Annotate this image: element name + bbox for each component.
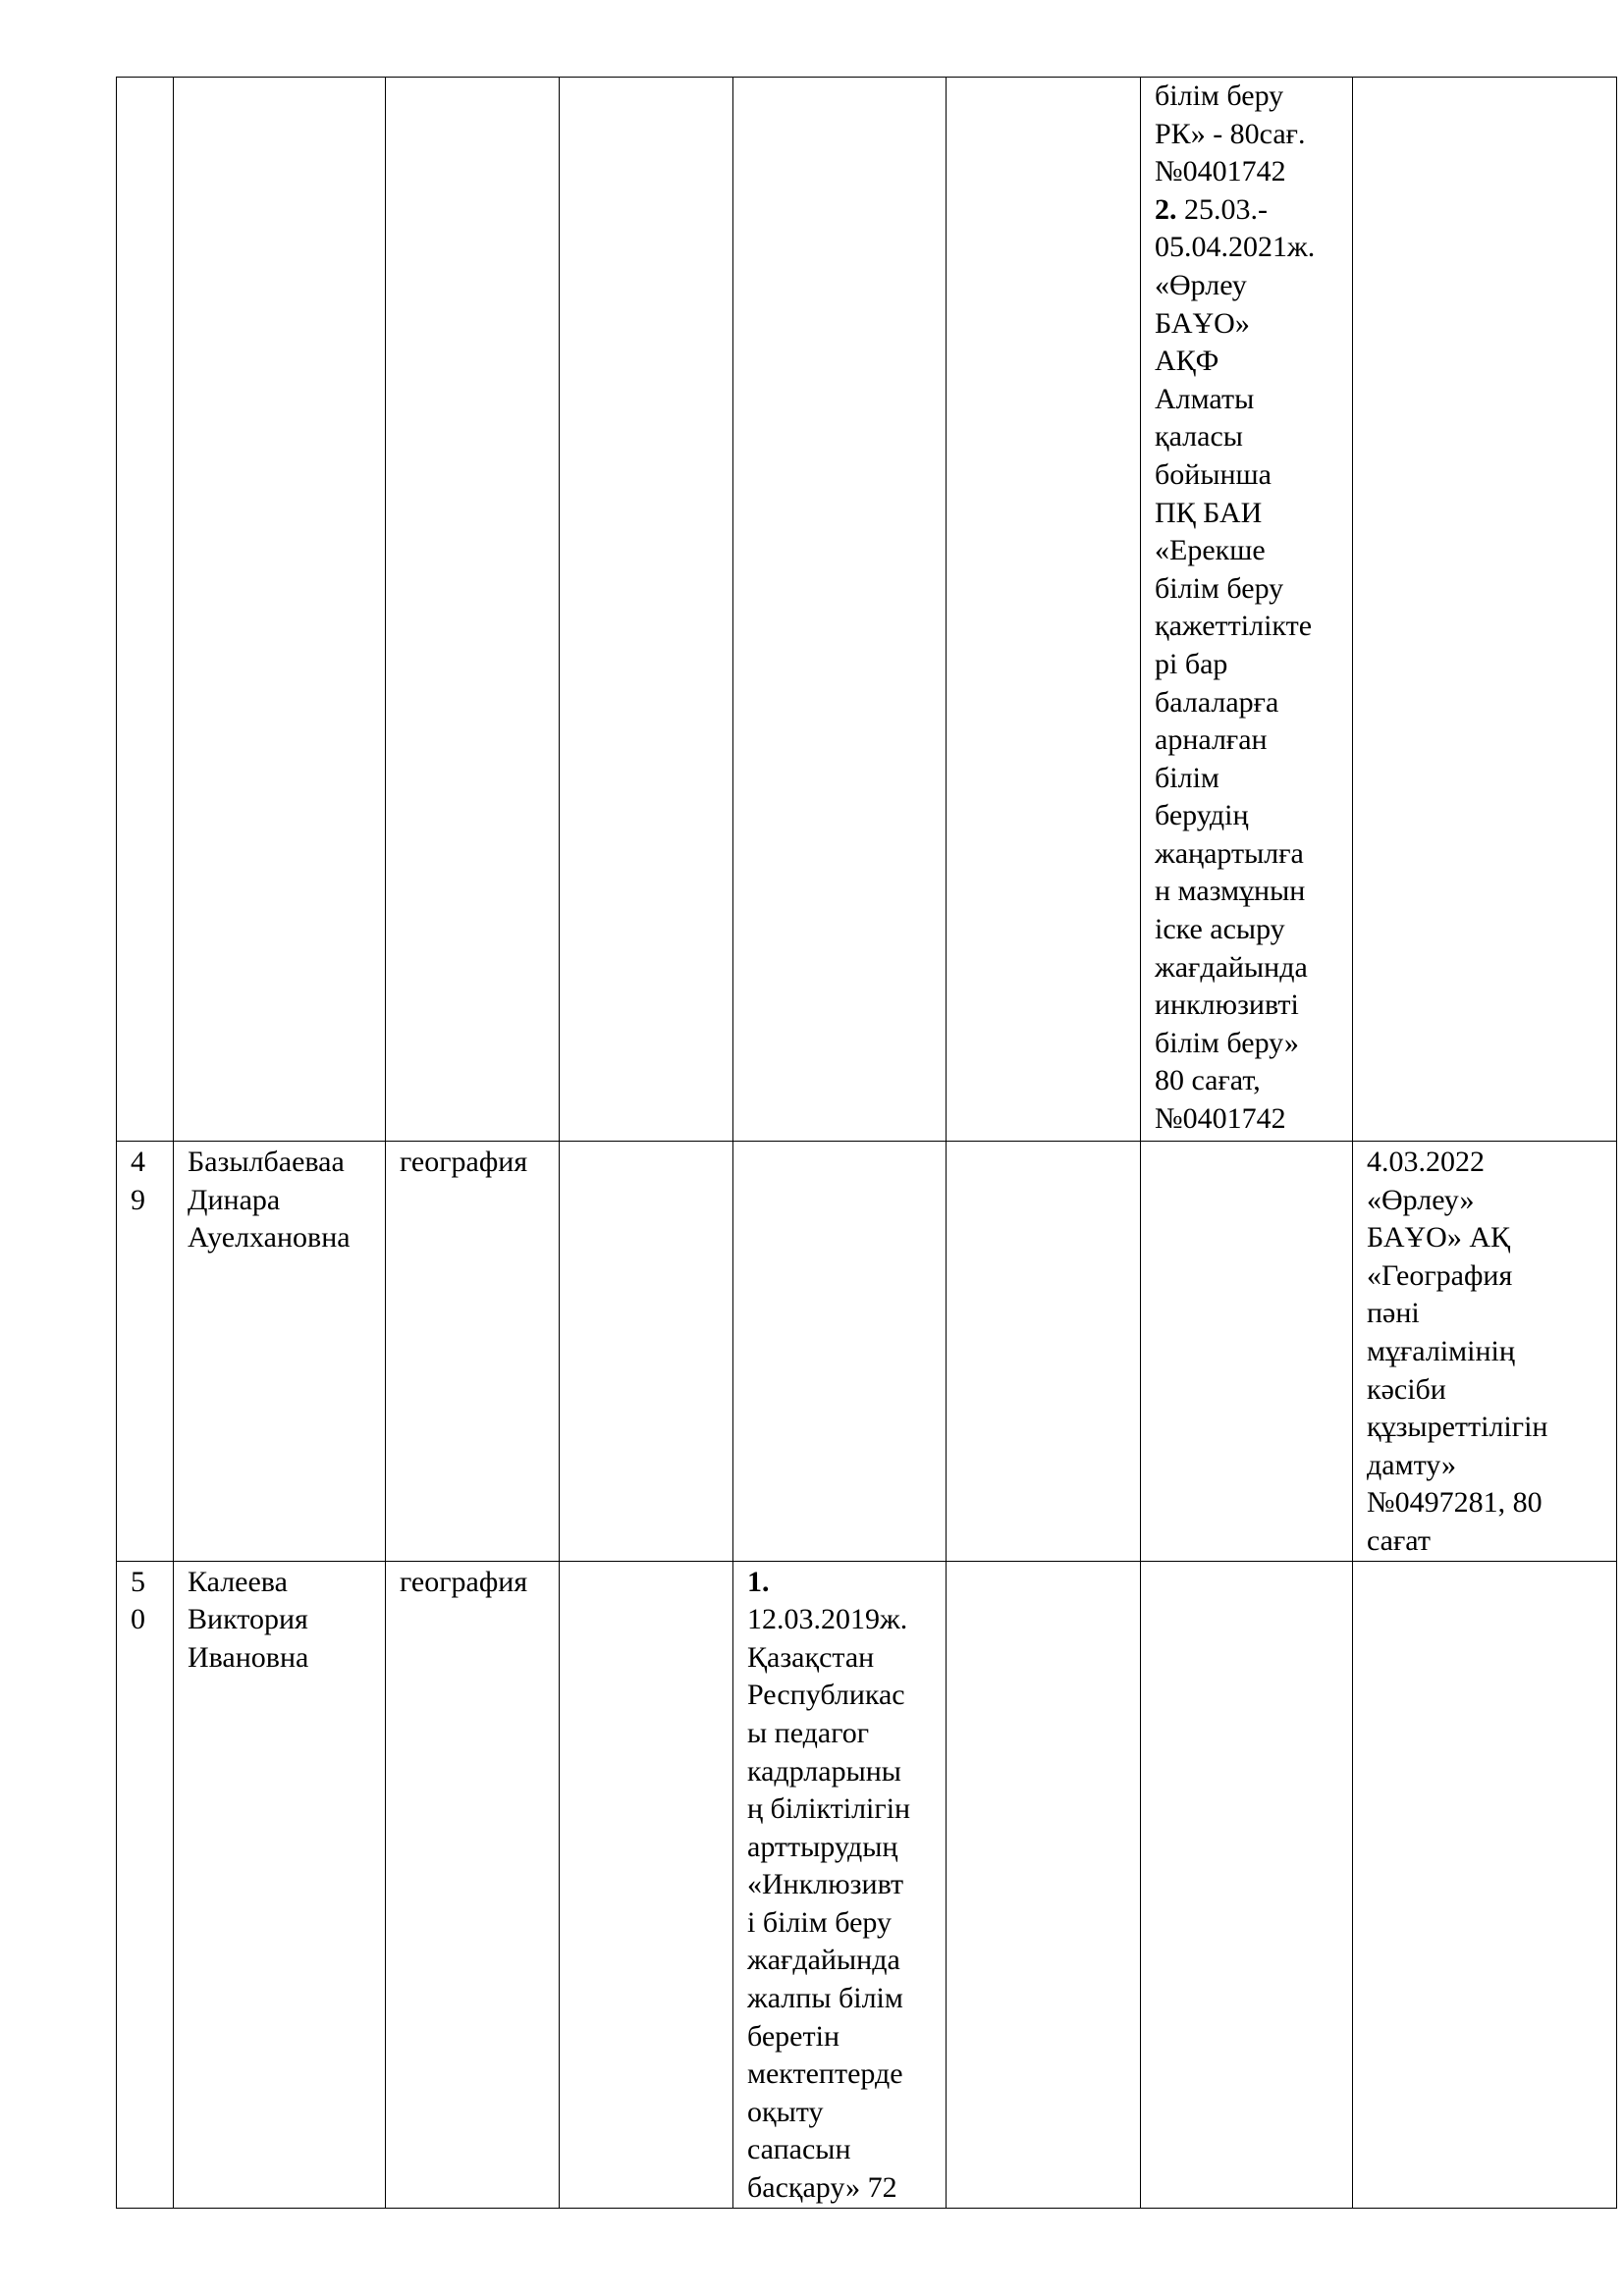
row-number-cell: 4 9	[117, 1142, 174, 1562]
column-6-cell	[947, 1561, 1141, 2208]
course-entry-text: білім беру РК» - 80сағ. №0401742	[1155, 80, 1306, 188]
column-7-cell	[1141, 1561, 1353, 2208]
course-entry-number: 1.	[747, 1565, 770, 1598]
table-row	[117, 1142, 1617, 1562]
subject-cell	[386, 78, 560, 1142]
column-4-cell	[560, 78, 733, 1142]
column-5-cell	[733, 1561, 947, 2208]
table-row	[117, 78, 1617, 1142]
course-entry-number: 2.	[1155, 192, 1177, 226]
column-5-cell	[733, 1142, 947, 1562]
column-6-cell	[947, 78, 1141, 1142]
column-8-cell: 4.03.2022 «Өрлеу» БАҰО» АҚ «География пәні мұғалімінің кәсіби құзыреттілігін дамту» №0497281, 80 сағат	[1353, 1142, 1617, 1562]
teacher-name-cell: Базылбаеваа Динара Ауелхановна	[174, 1142, 386, 1562]
column-6-cell	[947, 1142, 1141, 1562]
course-entry-text: 12.03.2019ж. Қазақстан Республикас ы педагог кадрларыны ң біліктілігін арттырудың «Инклюзивт і білім беру жағдайында жалпы білім беретін мектептерде оқыту сапасын басқару» 72	[747, 1603, 911, 2205]
column-5-cell	[733, 78, 947, 1142]
table-row	[117, 1561, 1617, 2208]
column-4-cell	[560, 1142, 733, 1562]
qualification-table	[116, 77, 1617, 2209]
teacher-name-cell: Калеева Виктория Ивановна	[174, 1561, 386, 2208]
column-7-cell	[1141, 1142, 1353, 1562]
row-number-cell	[117, 78, 174, 1142]
column-8-cell	[1353, 78, 1617, 1142]
column-7-cell	[1141, 78, 1353, 1142]
teacher-name-cell	[174, 78, 386, 1142]
subject-cell: география	[386, 1561, 560, 2208]
course-entry-text: 25.03.- 05.04.2021ж. «Өрлеу БАҰО» АҚФ Алматы қаласы бойынша ПҚ БАИ «Ерекше білім беру қажеттілікте рі бар балаларға арналған білім берудің жаңартылға н мазмұнын іске асыру жағдайында инклюзивті білім беру» 80 сағат, №0401742	[1155, 192, 1316, 1136]
row-number-cell: 5 0	[117, 1561, 174, 2208]
column-8-cell	[1353, 1561, 1617, 2208]
column-4-cell	[560, 1561, 733, 2208]
subject-cell: география	[386, 1142, 560, 1562]
